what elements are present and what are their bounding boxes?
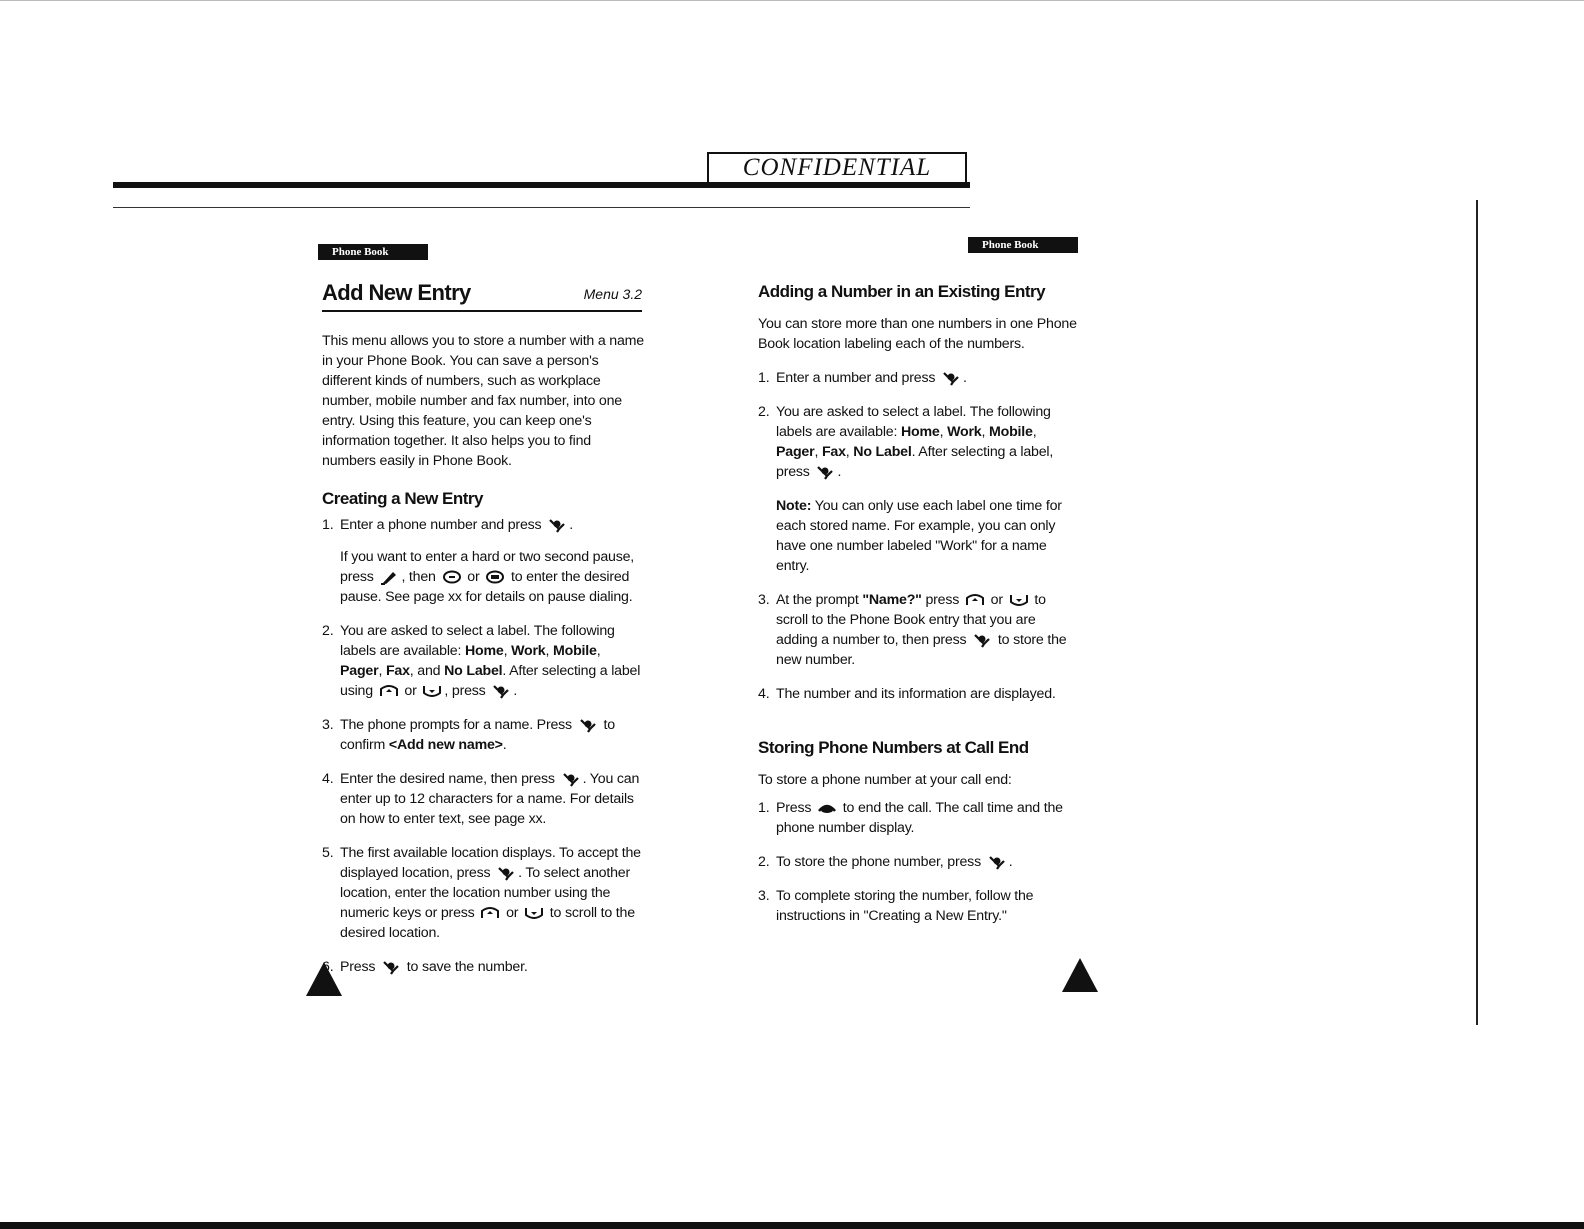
step-number: 4.	[322, 771, 334, 787]
step-text: or	[506, 905, 519, 921]
label-fax: Fax	[821, 444, 846, 460]
step-text: . To select another location, enter the location number using the numeric keys or press	[340, 865, 630, 921]
list-item	[322, 843, 644, 943]
step-number: 2.	[758, 404, 770, 420]
separator: ,	[981, 424, 986, 440]
list-item	[758, 368, 1078, 388]
send-key-icon	[491, 683, 511, 699]
end-key-icon	[817, 800, 837, 816]
note-block	[758, 496, 1078, 576]
step-text: or	[404, 683, 417, 699]
step-text: You are asked to select a label. The following labels are available:	[340, 623, 615, 659]
step-text: Enter a number and press	[776, 370, 936, 386]
label-pager: Pager	[776, 444, 815, 460]
step-number: 6.	[322, 959, 334, 975]
up-key-icon	[379, 683, 399, 699]
step-number: 4.	[758, 686, 770, 702]
clear-key-icon	[485, 569, 505, 585]
label-mobile: Mobile	[989, 424, 1033, 440]
right-page-marker-icon	[1062, 958, 1098, 992]
send-key-icon	[815, 464, 835, 480]
up-key-icon	[965, 592, 985, 608]
send-key-icon	[547, 517, 567, 533]
separator: ,	[939, 424, 944, 440]
note-text: You can only use each label one time for each stored name. For example, you can only have one number labeled "Work" for a name entry.	[776, 498, 1062, 574]
step-text: to end the call. The call time and the phone number display.	[776, 800, 1063, 836]
note-text: If you want to enter a hard or two second pause, press	[340, 549, 635, 585]
page-title: Add New Entry	[322, 280, 471, 305]
label-no-label: No Label	[853, 444, 912, 460]
step-text: Press	[776, 800, 812, 816]
separator: ,	[814, 444, 819, 460]
down-key-icon	[524, 905, 544, 921]
label-home: Home	[900, 424, 940, 440]
left-column	[322, 331, 644, 977]
step-text: . After selecting a label, press	[776, 444, 1054, 480]
step-number: 2.	[758, 854, 770, 870]
step-number: 1.	[322, 517, 334, 533]
step-text: , press	[444, 683, 486, 699]
bottom-scan-edge	[0, 1222, 1584, 1229]
step-text: To store the phone number, press	[776, 854, 981, 870]
step-text: to scroll to the Phone Book entry that you are adding a number to, then press	[776, 592, 1046, 648]
list-item	[322, 715, 644, 755]
right-section-tab: Phone Book	[968, 237, 1078, 253]
step-text: The number and its information are displayed.	[776, 686, 1056, 702]
step-text: To complete storing the number, follow the instructions in "Creating a New Entry."	[776, 888, 1034, 924]
step-text: .	[513, 683, 518, 699]
list-item	[758, 886, 1078, 926]
separator: ,	[1032, 424, 1037, 440]
step-text: You are asked to select a label. The following labels are available:	[776, 404, 1051, 440]
up-key-icon	[480, 905, 500, 921]
step-text: Enter a phone number and press	[340, 517, 542, 533]
add-new-name-label: <Add new name>	[388, 737, 503, 753]
left-page-marker-icon	[306, 962, 342, 996]
step-text: The first available location displays. To accept the displayed location, press	[340, 845, 641, 881]
send-key-icon	[561, 771, 581, 787]
send-key-icon	[941, 370, 961, 386]
list-item	[322, 769, 644, 829]
title-underline	[322, 310, 642, 312]
label-home: Home	[464, 643, 504, 659]
pause-key-icon	[442, 569, 462, 585]
header-thick-rule	[113, 182, 970, 188]
separator: ,	[545, 643, 550, 659]
send-key-icon	[381, 959, 401, 975]
name-prompt: "Name?"	[862, 592, 922, 608]
label-mobile: Mobile	[553, 643, 597, 659]
step-text: .	[963, 370, 967, 386]
pause-note	[322, 547, 644, 607]
step-text: At the prompt	[776, 592, 859, 608]
note-label: Note:	[776, 498, 812, 514]
step-text: to scroll to the desired location.	[340, 905, 635, 941]
separator: ,	[845, 444, 850, 460]
right-column	[758, 282, 1078, 926]
down-key-icon	[1009, 592, 1029, 608]
step-text: Press	[340, 959, 376, 975]
send-key-icon	[987, 854, 1007, 870]
separator: ,	[503, 643, 508, 659]
label-work: Work	[511, 643, 546, 659]
list-item	[322, 621, 644, 701]
section-heading-adding: Adding a Number in an Existing Entry	[758, 282, 1046, 301]
note-text: to enter the desired pause. See page xx for details on pause dialing.	[340, 569, 633, 605]
step-number: 5.	[322, 845, 334, 861]
adding-intro: You can store more than one numbers in one Phone Book location labeling each of the numbers.	[758, 316, 1077, 352]
step-text: .	[569, 517, 573, 533]
label-work: Work	[947, 424, 982, 440]
step-number: 1.	[758, 800, 770, 816]
step-text: .	[837, 464, 842, 480]
label-pager: Pager	[340, 663, 379, 679]
list-item	[322, 957, 644, 977]
step-text: or	[990, 592, 1003, 608]
step-text: . You can enter up to 12 characters for a name. For details on how to enter text, see page xx.	[340, 771, 640, 827]
section-heading-storing: Storing Phone Numbers at Call End	[758, 738, 1029, 757]
separator: , and	[409, 663, 441, 679]
note-text: , then	[401, 569, 436, 585]
step-text: . After selecting a label using	[340, 663, 641, 699]
separator: ,	[378, 663, 383, 679]
header-thin-rule	[113, 207, 970, 208]
step-text: The phone prompts for a name. Press	[340, 717, 572, 733]
send-key-icon	[578, 717, 598, 733]
left-section-tab: Phone Book	[318, 244, 428, 260]
list-item	[758, 402, 1078, 482]
step-text: .	[502, 737, 507, 753]
intro-paragraph: This menu allows you to store a number with a name in your Phone Book. You can save a person's different kinds of numbers, such as workplace number, mobile number and fax number, into one entry. Using this feature, you can keep one's information together. It also helps you to find numbers easily in Phone Book.	[322, 333, 644, 469]
separator: ,	[596, 643, 601, 659]
list-item	[758, 590, 1078, 670]
step-number: 3.	[758, 888, 770, 904]
left-title-row	[322, 280, 642, 312]
list-item	[758, 684, 1078, 704]
pencil-key-icon	[379, 569, 399, 585]
step-number: 1.	[758, 370, 770, 386]
list-item	[758, 852, 1078, 872]
label-fax: Fax	[385, 663, 410, 679]
step-text: to store the new number.	[776, 632, 1067, 668]
step-text: press	[925, 592, 960, 608]
step-number: 3.	[758, 592, 770, 608]
list-item	[758, 798, 1078, 838]
step-text: .	[1008, 854, 1013, 870]
menu-reference: Menu 3.2	[583, 286, 642, 302]
list-item	[322, 515, 644, 535]
down-key-icon	[422, 683, 442, 699]
step-number: 3.	[322, 717, 334, 733]
send-key-icon	[496, 865, 516, 881]
step-text: Enter the desired name, then press	[340, 771, 555, 787]
note-text: or	[467, 569, 480, 585]
top-edge-line	[0, 0, 1584, 1]
step-number: 2.	[322, 623, 334, 639]
page-edge-line	[1476, 200, 1478, 1025]
step-text: to save the number.	[406, 959, 528, 975]
send-key-icon	[972, 632, 992, 648]
label-no-label: No Label	[444, 663, 503, 679]
section-heading-creating: Creating a New Entry	[322, 489, 483, 508]
step-text: to confirm	[340, 717, 615, 753]
confidential-stamp: CONFIDENTIAL	[707, 152, 967, 182]
storing-intro: To store a phone number at your call end:	[758, 772, 1012, 788]
